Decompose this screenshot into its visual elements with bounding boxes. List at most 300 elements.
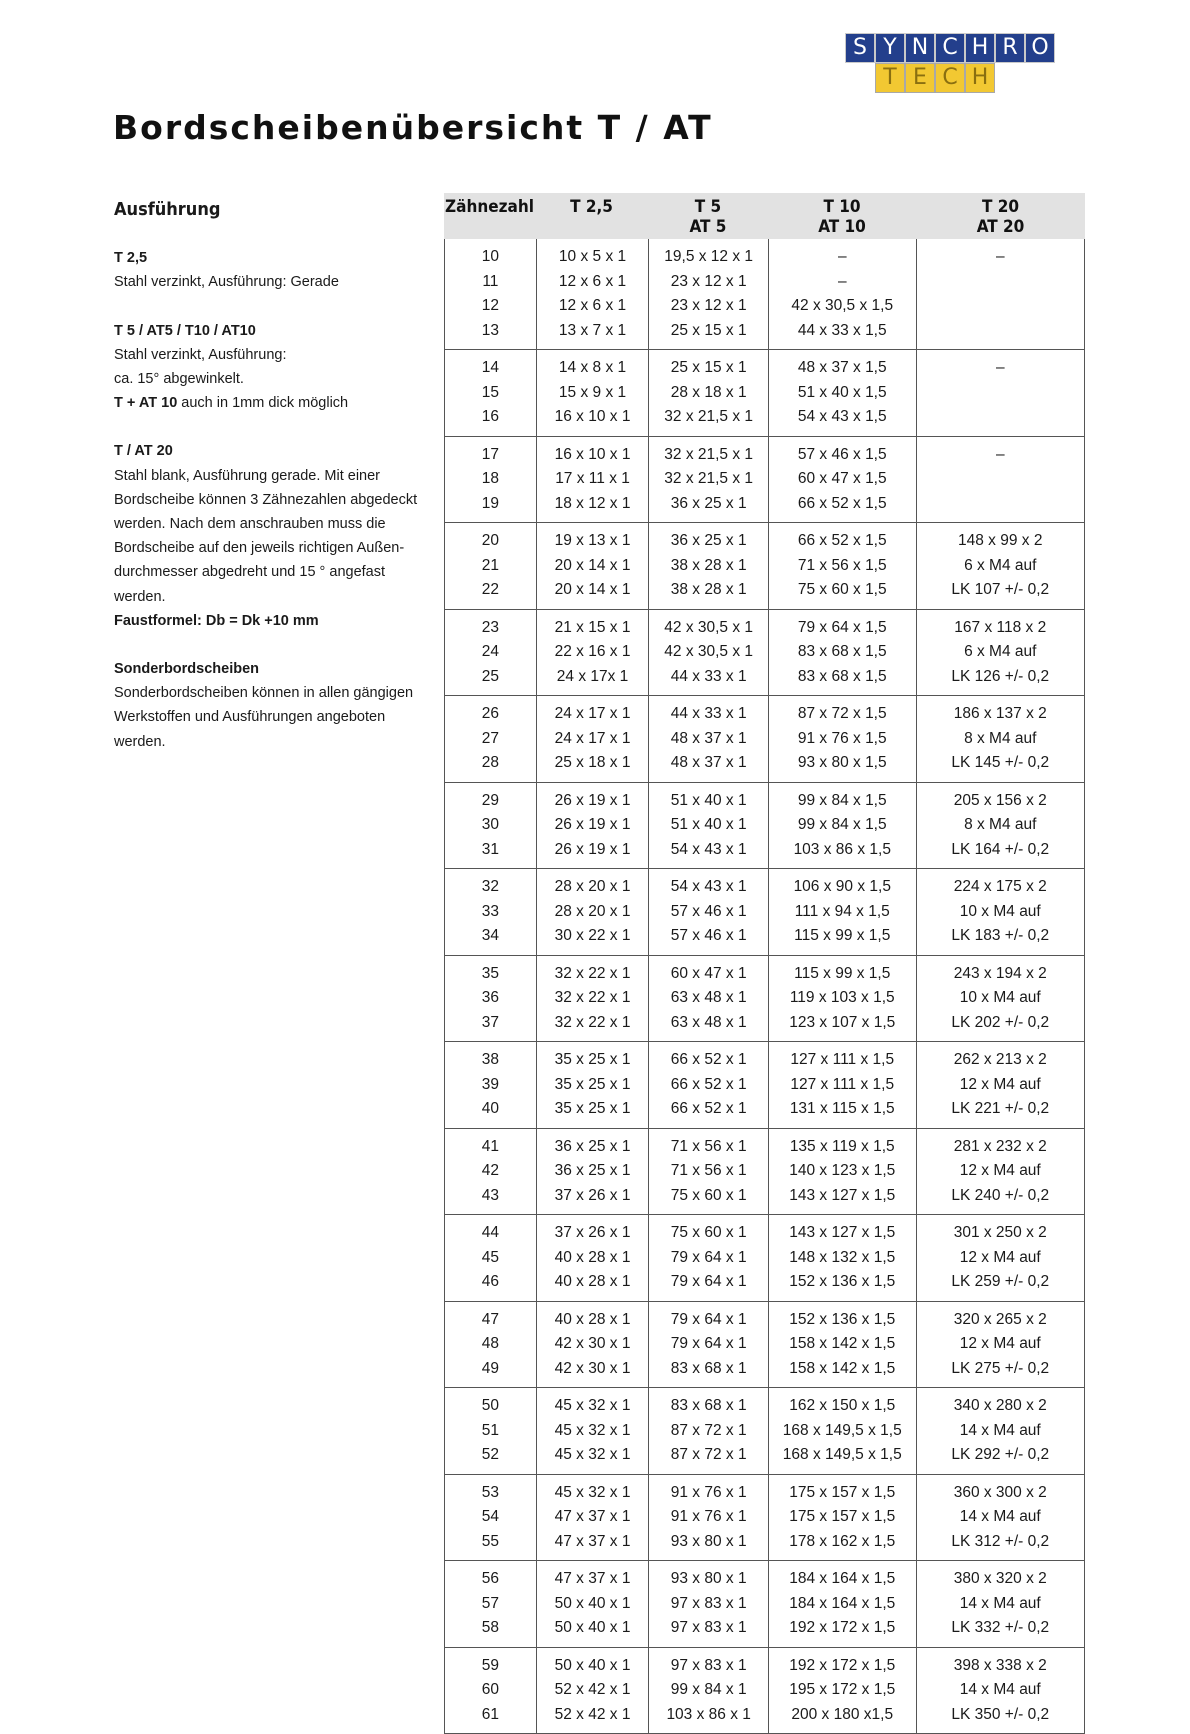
table-cell: 31 (482, 838, 499, 863)
table-cell: 12 x M4 auf (960, 1332, 1041, 1357)
table-row-group (445, 1215, 1084, 1302)
table-cell: 32 (482, 875, 499, 900)
logo-letter: E (905, 63, 935, 93)
table-cell: 66 x 52 x 1,5 (798, 492, 887, 517)
col-t5 (648, 1648, 768, 1734)
table-cell: 340 x 280 x 2 (954, 1394, 1047, 1419)
table-cell: 83 x 68 x 1,5 (798, 640, 887, 665)
table-cell: 79 x 64 x 1 (671, 1332, 747, 1357)
col-t10 (768, 1042, 916, 1128)
table-cell: 320 x 265 x 2 (954, 1308, 1047, 1333)
col-t10 (768, 437, 916, 523)
table-cell: 10 x M4 auf (960, 986, 1041, 1011)
table-cell: 99 x 84 x 1,5 (798, 789, 887, 814)
table-cell: 26 (482, 702, 499, 727)
header-line: T 20 (982, 197, 1019, 217)
section-line: ca. 15° abgewinkelt. (114, 367, 424, 391)
table-cell: 12 x M4 auf (960, 1246, 1041, 1271)
table-cell: 115 x 99 x 1,5 (794, 962, 890, 987)
col-t10 (768, 1561, 916, 1647)
table-cell: 54 x 43 x 1,5 (798, 405, 887, 430)
col-t25 (536, 523, 649, 609)
table-cell: 20 x 14 x 1 (555, 578, 631, 603)
table-cell: 51 x 40 x 1,5 (798, 381, 887, 406)
col-zaehnezahl (445, 869, 536, 955)
table-cell: 152 x 136 x 1,5 (789, 1270, 895, 1295)
table-cell: 75 x 60 x 1 (671, 1221, 747, 1246)
table-cell: 14 x M4 auf (960, 1592, 1041, 1617)
table-cell: 47 x 37 x 1 (555, 1530, 631, 1555)
table-cell: 10 x 5 x 1 (559, 245, 626, 270)
table-cell: 71 x 56 x 1 (671, 1159, 747, 1184)
table-cell: 75 x 60 x 1,5 (798, 578, 887, 603)
table-cell: 59 (482, 1654, 499, 1679)
col-zaehnezahl (445, 1129, 536, 1215)
col-zaehnezahl (445, 1475, 536, 1561)
table-row-group (445, 1302, 1084, 1389)
table-cell: 26 x 19 x 1 (555, 813, 631, 838)
table-cell: LK 164 +/- 0,2 (951, 838, 1049, 863)
table-cell: 40 x 28 x 1 (555, 1246, 631, 1271)
col-t25 (536, 1129, 649, 1215)
table-cell: 175 x 157 x 1,5 (789, 1481, 895, 1506)
table-cell: 131 x 115 x 1,5 (790, 1097, 895, 1122)
table-cell: 22 (482, 578, 499, 603)
col-t20 (916, 1302, 1084, 1388)
col-t25 (536, 783, 649, 869)
header-line: Zähnezahl (445, 197, 534, 217)
col-zaehnezahl (445, 1302, 536, 1388)
col-t25 (536, 350, 649, 436)
table-cell: 143 x 127 x 1,5 (789, 1184, 895, 1209)
logo-letter: C (935, 63, 965, 93)
table-cell: 12 x 6 x 1 (559, 294, 626, 319)
section-line: werden. (114, 585, 424, 609)
table-cell: 20 (482, 529, 499, 554)
table-cell: 14 x M4 auf (960, 1505, 1041, 1530)
col-t10 (768, 350, 916, 436)
col-zaehnezahl (445, 696, 536, 782)
col-zaehnezahl (445, 1388, 536, 1474)
col-zaehnezahl (445, 783, 536, 869)
col-t5 (648, 783, 768, 869)
section-title: Sonderbordscheiben (114, 657, 424, 681)
table-cell: 13 (482, 319, 499, 344)
table-cell: 91 x 76 x 1 (671, 1505, 747, 1530)
col-t25 (536, 239, 649, 349)
table-cell: 52 x 42 x 1 (555, 1678, 631, 1703)
col-t20 (916, 1129, 1084, 1215)
col-t20 (916, 523, 1084, 609)
table-cell: 30 x 22 x 1 (555, 924, 631, 949)
table-cell: 23 x 12 x 1 (671, 294, 747, 319)
section-t25 (114, 246, 424, 294)
table-row-group (445, 239, 1084, 350)
section-line: Stahl verzinkt, Ausführung: Gerade (114, 270, 424, 294)
table-cell: 36 (482, 986, 499, 1011)
section-line: Werkstoffen und Ausführungen angeboten (114, 705, 424, 729)
table-cell: 12 x M4 auf (960, 1073, 1041, 1098)
col-t20 (916, 1042, 1084, 1128)
table-row-group (445, 1042, 1084, 1129)
table-row-group (445, 1561, 1084, 1648)
table-cell: LK 332 +/- 0,2 (951, 1616, 1049, 1641)
table-cell: 25 x 15 x 1 (671, 319, 747, 344)
table-cell: 21 x 15 x 1 (555, 616, 631, 641)
table-cell: 38 x 28 x 1 (671, 554, 747, 579)
table-cell: 83 x 68 x 1 (671, 1357, 747, 1382)
col-zaehnezahl (445, 523, 536, 609)
table-cell: 38 x 28 x 1 (671, 578, 747, 603)
table-cell: 44 x 33 x 1 (671, 665, 747, 690)
table-cell: 40 (482, 1097, 499, 1122)
table-cell: 42 x 30 x 1 (555, 1332, 631, 1357)
table-cell: 71 x 56 x 1,5 (798, 554, 887, 579)
table-row-group (445, 437, 1084, 524)
table-cell: 93 x 80 x 1 (671, 1567, 747, 1592)
table-cell: 63 x 48 x 1 (671, 1011, 747, 1036)
table-cell: 58 (482, 1616, 499, 1641)
table-cell: 48 x 37 x 1 (671, 751, 747, 776)
table-cell: 25 x 18 x 1 (555, 751, 631, 776)
col-t5 (648, 696, 768, 782)
table-cell: 35 x 25 x 1 (555, 1048, 631, 1073)
col-zaehnezahl (445, 1042, 536, 1128)
section-line: werden. Nach dem anschrauben muss die (114, 512, 424, 536)
table-cell: 195 x 172 x 1,5 (789, 1678, 895, 1703)
col-t5 (648, 1129, 768, 1215)
table-cell: 45 x 32 x 1 (555, 1481, 631, 1506)
table-cell: 35 (482, 962, 499, 987)
table-cell: 60 x 47 x 1 (671, 962, 747, 987)
section-line: durchmesser abgedreht und 15 ° angefast (114, 560, 424, 584)
table-cell: LK 221 +/- 0,2 (951, 1097, 1049, 1122)
table-cell: 54 (482, 1505, 499, 1530)
table-cell: 52 (482, 1443, 499, 1468)
table-cell: 10 x M4 auf (960, 900, 1041, 925)
table-cell: 37 (482, 1011, 499, 1036)
flange-table (444, 193, 1085, 1734)
table-cell: 45 x 32 x 1 (555, 1419, 631, 1444)
table-cell: 51 (482, 1419, 499, 1444)
section-heading: Ausführung (114, 198, 424, 222)
col-zaehnezahl (445, 1648, 536, 1734)
section-sonderbordscheiben (114, 657, 424, 754)
table-cell: – (996, 356, 1005, 381)
table-cell: 44 x 33 x 1,5 (798, 319, 887, 344)
table-cell: 28 x 20 x 1 (555, 875, 631, 900)
col-t5 (648, 437, 768, 523)
table-row-group (445, 869, 1084, 956)
table-row-group (445, 956, 1084, 1043)
table-cell: 93 x 80 x 1 (671, 1530, 747, 1555)
table-cell: 38 (482, 1048, 499, 1073)
col-t5 (648, 956, 768, 1042)
col-t5 (648, 869, 768, 955)
table-cell: 11 (482, 270, 498, 295)
col-t20 (916, 783, 1084, 869)
table-cell: 6 x M4 auf (964, 554, 1036, 579)
description-panel (114, 198, 424, 778)
col-t25 (536, 1648, 649, 1734)
table-cell: 184 x 164 x 1,5 (789, 1567, 895, 1592)
col-t5 (648, 1042, 768, 1128)
table-cell: LK 275 +/- 0,2 (951, 1357, 1049, 1382)
table-cell: 18 (482, 467, 499, 492)
col-t20 (916, 1648, 1084, 1734)
table-cell: 54 x 43 x 1 (671, 838, 747, 863)
table-cell: – (996, 245, 1005, 270)
table-cell: 24 x 17x 1 (557, 665, 629, 690)
table-cell: 61 (482, 1703, 499, 1728)
table-cell: 158 x 142 x 1,5 (789, 1357, 895, 1382)
table-cell: LK 202 +/- 0,2 (951, 1011, 1049, 1036)
table-cell: 243 x 194 x 2 (954, 962, 1047, 987)
table-cell: 127 x 111 x 1,5 (790, 1073, 894, 1098)
table-cell: 32 x 22 x 1 (555, 986, 631, 1011)
table-cell: 158 x 142 x 1,5 (789, 1332, 895, 1357)
table-cell: 40 x 28 x 1 (555, 1270, 631, 1295)
section-line: Sonderbordscheiben können in allen gängigen (114, 681, 424, 705)
table-cell: 192 x 172 x 1,5 (789, 1616, 895, 1641)
table-cell: 50 x 40 x 1 (555, 1654, 631, 1679)
table-cell: 24 x 17 x 1 (555, 702, 631, 727)
table-cell: – (838, 270, 847, 295)
table-cell: 184 x 164 x 1,5 (789, 1592, 895, 1617)
table-cell: 14 x M4 auf (960, 1678, 1041, 1703)
table-cell: 44 (482, 1221, 499, 1246)
table-cell: 24 (482, 640, 499, 665)
col-t10 (768, 696, 916, 782)
table-cell: 23 x 12 x 1 (671, 270, 747, 295)
table-cell: LK 126 +/- 0,2 (951, 665, 1049, 690)
header-t5 (648, 193, 768, 239)
col-t10 (768, 1215, 916, 1301)
table-cell: 79 x 64 x 1 (671, 1308, 747, 1333)
table-cell: 45 x 32 x 1 (555, 1443, 631, 1468)
table-row-group (445, 350, 1084, 437)
table-cell: 26 x 19 x 1 (555, 838, 631, 863)
header-line: AT 10 (818, 217, 866, 237)
table-cell: 22 x 16 x 1 (555, 640, 631, 665)
col-t20 (916, 956, 1084, 1042)
table-cell: 51 x 40 x 1 (671, 813, 747, 838)
table-cell: 53 (482, 1481, 499, 1506)
table-cell: 25 (482, 665, 499, 690)
section-line: Stahl verzinkt, Ausführung: (114, 343, 424, 367)
table-row-group (445, 610, 1084, 697)
logo-letter: Y (875, 33, 905, 63)
col-t5 (648, 350, 768, 436)
table-cell: 152 x 136 x 1,5 (789, 1308, 895, 1333)
table-cell: 44 x 33 x 1 (671, 702, 747, 727)
table-cell: 66 x 52 x 1 (671, 1073, 747, 1098)
table-cell: 32 x 22 x 1 (555, 1011, 631, 1036)
table-row-group (445, 783, 1084, 870)
table-cell: 301 x 250 x 2 (954, 1221, 1047, 1246)
table-cell: 103 x 86 x 1,5 (794, 838, 891, 863)
header-line: AT 20 (977, 217, 1025, 237)
table-cell: 10 (482, 245, 499, 270)
table-cell: 42 x 30,5 x 1 (664, 640, 753, 665)
col-t25 (536, 610, 649, 696)
table-cell: 28 (482, 751, 499, 776)
table-cell: LK 312 +/- 0,2 (951, 1530, 1049, 1555)
section-t-at20 (114, 439, 424, 633)
col-t5 (648, 239, 768, 349)
col-t10 (768, 956, 916, 1042)
table-cell: 66 x 52 x 1 (671, 1097, 747, 1122)
col-t10 (768, 239, 916, 349)
col-t25 (536, 956, 649, 1042)
table-cell: 36 x 25 x 1 (555, 1159, 631, 1184)
col-zaehnezahl (445, 610, 536, 696)
table-cell: 14 x 8 x 1 (559, 356, 626, 381)
table-cell: 57 x 46 x 1 (671, 924, 747, 949)
logo-letter: S (845, 33, 875, 63)
table-cell: 14 (482, 356, 499, 381)
table-cell: 87 x 72 x 1 (671, 1419, 747, 1444)
col-t25 (536, 1302, 649, 1388)
table-cell: 186 x 137 x 2 (954, 702, 1047, 727)
header-t20 (916, 193, 1085, 239)
table-cell: 148 x 132 x 1,5 (789, 1246, 895, 1271)
table-header (444, 193, 1085, 239)
col-zaehnezahl (445, 1561, 536, 1647)
table-cell: 66 x 52 x 1,5 (798, 529, 887, 554)
table-cell: 91 x 76 x 1 (671, 1481, 747, 1506)
header-line: AT 5 (690, 217, 727, 237)
col-t10 (768, 1129, 916, 1215)
header-line: T 2,5 (570, 197, 613, 217)
table-cell: 398 x 338 x 2 (954, 1654, 1047, 1679)
table-cell: 45 (482, 1246, 499, 1271)
table-cell: 30 (482, 813, 499, 838)
table-cell: 97 x 83 x 1 (671, 1592, 747, 1617)
table-cell: 17 (482, 443, 499, 468)
table-cell: 39 (482, 1073, 499, 1098)
table-row-group (445, 1388, 1084, 1475)
table-cell: 115 x 99 x 1,5 (794, 924, 890, 949)
table-cell: 37 x 26 x 1 (555, 1184, 631, 1209)
table-cell: 36 x 25 x 1 (671, 529, 747, 554)
table-cell: 42 x 30,5 x 1 (664, 616, 753, 641)
table-cell: 36 x 25 x 1 (671, 492, 747, 517)
col-t5 (648, 1475, 768, 1561)
section-line (114, 391, 424, 415)
table-cell: 148 x 99 x 2 (958, 529, 1042, 554)
table-cell: 15 (482, 381, 499, 406)
table-cell: 14 x M4 auf (960, 1419, 1041, 1444)
table-cell: 34 (482, 924, 499, 949)
table-cell: LK 240 +/- 0,2 (951, 1184, 1049, 1209)
table-cell: LK 107 +/- 0,2 (951, 578, 1049, 603)
table-cell: 42 x 30,5 x 1,5 (791, 294, 893, 319)
table-row-group (445, 523, 1084, 610)
page-title: Bordscheibenübersicht T / AT (113, 108, 713, 147)
table-cell: 83 x 68 x 1,5 (798, 665, 887, 690)
logo-letter: O (1025, 33, 1055, 63)
table-cell: 47 x 37 x 1 (555, 1505, 631, 1530)
table-row-group (445, 1648, 1084, 1734)
table-cell: 21 (482, 554, 499, 579)
table-cell: 79 x 64 x 1,5 (798, 616, 887, 641)
logo-letter: C (935, 33, 965, 63)
table-cell: 106 x 90 x 1,5 (794, 875, 891, 900)
col-t25 (536, 696, 649, 782)
col-t10 (768, 869, 916, 955)
formula: Faustformel: Db = Dk +10 mm (114, 609, 424, 633)
section-title: T 2,5 (114, 246, 424, 270)
col-t20 (916, 1388, 1084, 1474)
table-cell: 41 (482, 1135, 499, 1160)
table-cell: 15 x 9 x 1 (559, 381, 626, 406)
col-t20 (916, 1561, 1084, 1647)
table-cell: – (996, 443, 1005, 468)
table-cell: 16 x 10 x 1 (555, 405, 631, 430)
col-t5 (648, 1561, 768, 1647)
table-cell: 43 (482, 1184, 499, 1209)
table-cell: 200 x 180 x1,5 (791, 1703, 893, 1728)
table-cell: 91 x 76 x 1,5 (798, 727, 887, 752)
logo-top-row (845, 33, 1055, 63)
table-cell: 97 x 83 x 1 (671, 1616, 747, 1641)
table-cell: 27 (482, 727, 499, 752)
table-cell: 192 x 172 x 1,5 (789, 1654, 895, 1679)
table-cell: 79 x 64 x 1 (671, 1246, 747, 1271)
table-cell: 32 x 21,5 x 1 (664, 467, 753, 492)
table-cell: 29 (482, 789, 499, 814)
col-zaehnezahl (445, 239, 536, 349)
table-cell: 51 x 40 x 1 (671, 789, 747, 814)
table-cell: 66 x 52 x 1 (671, 1048, 747, 1073)
section-line: werden. (114, 730, 424, 754)
table-cell: 57 (482, 1592, 499, 1617)
table-cell: 50 x 40 x 1 (555, 1616, 631, 1641)
section-title: T 5 / AT5 / T10 / AT10 (114, 319, 424, 343)
table-cell: 23 (482, 616, 499, 641)
col-t25 (536, 1042, 649, 1128)
table-cell: 12 x 6 x 1 (559, 270, 626, 295)
logo-bottom-row (875, 63, 1055, 93)
table-cell: 135 x 119 x 1,5 (790, 1135, 895, 1160)
col-t10 (768, 523, 916, 609)
table-cell: 103 x 86 x 1 (666, 1703, 750, 1728)
table-cell: 33 (482, 900, 499, 925)
table-cell: 360 x 300 x 2 (954, 1481, 1047, 1506)
col-t25 (536, 1388, 649, 1474)
table-cell: 8 x M4 auf (964, 813, 1036, 838)
col-t10 (768, 783, 916, 869)
header-t10 (768, 193, 916, 239)
header-zaehnezahl (444, 193, 535, 239)
table-body (444, 239, 1085, 1734)
table-cell: 123 x 107 x 1,5 (789, 1011, 895, 1036)
table-cell: 18 x 12 x 1 (555, 492, 631, 517)
table-cell: 262 x 213 x 2 (954, 1048, 1047, 1073)
table-cell: 99 x 84 x 1 (671, 1678, 747, 1703)
bold-phrase: T + AT 10 (114, 395, 177, 411)
table-cell: 13 x 7 x 1 (559, 319, 626, 344)
table-cell: 37 x 26 x 1 (555, 1221, 631, 1246)
table-cell: 47 x 37 x 1 (555, 1567, 631, 1592)
section-line: Bordscheibe können 3 Zähnezahlen abgedeckt (114, 488, 424, 512)
col-t25 (536, 869, 649, 955)
header-line: T 5 (695, 197, 721, 217)
col-t10 (768, 1388, 916, 1474)
table-cell: 143 x 127 x 1,5 (789, 1221, 895, 1246)
logo-letter: N (905, 33, 935, 63)
